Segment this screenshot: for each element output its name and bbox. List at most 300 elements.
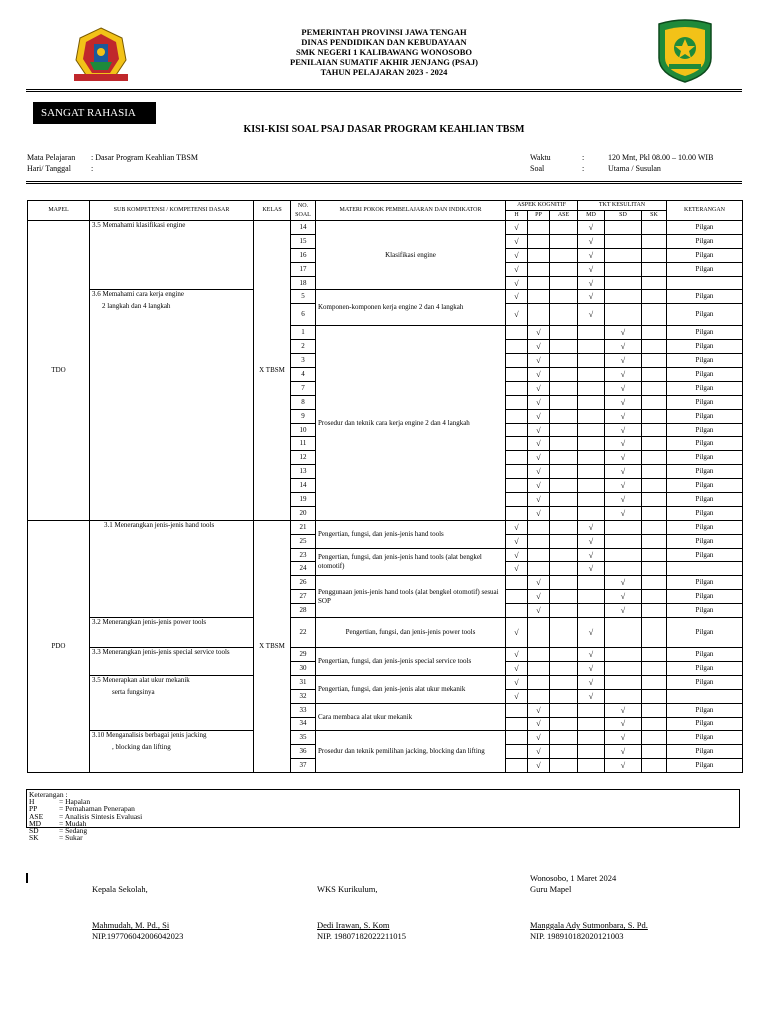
- tkt-md-cell: √: [578, 661, 605, 675]
- tkt-sk-cell: [642, 675, 667, 689]
- keterangan-cell: Pilgan: [667, 576, 743, 590]
- tkt-sk-cell: [642, 731, 667, 745]
- sub-kompetensi-cell: [90, 290, 254, 520]
- aspek-pp-cell: [528, 248, 550, 262]
- tkt-md-cell: √: [578, 534, 605, 548]
- col-tkt: TKT KESULITAN: [578, 201, 667, 211]
- aspek-pp-cell: [528, 548, 550, 562]
- col-sd: SD: [605, 211, 642, 221]
- aspek-pp-cell: [528, 689, 550, 703]
- tkt-sk-cell: [642, 520, 667, 534]
- tkt-sd-cell: [605, 534, 642, 548]
- kepsek-name: Mahmudah, M. Pd., Si: [92, 920, 170, 930]
- tkt-md-cell: [578, 731, 605, 745]
- keterangan-cell: Pilgan: [667, 465, 743, 479]
- no-soal-cell: 9: [291, 409, 316, 423]
- tkt-sd-cell: [605, 234, 642, 248]
- no-soal-cell: 27: [291, 590, 316, 604]
- keterangan-cell: Pilgan: [667, 590, 743, 604]
- tkt-md-cell: √: [578, 618, 605, 648]
- tkt-md-cell: [578, 368, 605, 382]
- tkt-sk-cell: [642, 745, 667, 759]
- tkt-sd-cell: √: [605, 717, 642, 731]
- tkt-sk-cell: [642, 493, 667, 507]
- aspek-ase-cell: [550, 395, 578, 409]
- kisi-kisi-table: [27, 200, 743, 773]
- keterangan-cell: Pilgan: [667, 745, 743, 759]
- no-soal-cell: 30: [291, 661, 316, 675]
- aspek-h-cell: [506, 354, 528, 368]
- aspek-h-cell: [506, 604, 528, 618]
- tkt-sk-cell: [642, 451, 667, 465]
- aspek-pp-cell: [528, 221, 550, 235]
- aspek-h-cell: [506, 731, 528, 745]
- aspek-ase-cell: [550, 618, 578, 648]
- tkt-sd-cell: √: [605, 451, 642, 465]
- guru-name: Manggala Ady Sutmonbara, S. Pd.: [530, 920, 648, 930]
- keterangan-cell: Pilgan: [667, 604, 743, 618]
- col-pp: PP: [528, 211, 550, 221]
- col-h: H: [506, 211, 528, 221]
- tkt-sd-cell: [605, 520, 642, 534]
- tkt-sd-cell: √: [605, 381, 642, 395]
- aspek-ase-cell: [550, 354, 578, 368]
- sub-kompetensi-cell: 3.3 Menerangkan jenis-jenis special service tools: [90, 648, 254, 676]
- legend-item: PP = Pemahaman Penerapan: [29, 804, 135, 814]
- tkt-sk-cell: [642, 304, 667, 326]
- aspek-ase-cell: [550, 276, 578, 290]
- tkt-sk-cell: [642, 717, 667, 731]
- legend-item: H = Hapalan: [29, 797, 91, 807]
- aspek-h-cell: [506, 717, 528, 731]
- tkt-md-cell: [578, 745, 605, 759]
- tkt-md-cell: √: [578, 248, 605, 262]
- keterangan-cell: [667, 689, 743, 703]
- keterangan-cell: Pilgan: [667, 661, 743, 675]
- header-line: PENILAIAN SUMATIF AKHIR JENJANG (PSAJ): [290, 57, 478, 67]
- no-soal-cell: 33: [291, 703, 316, 717]
- aspek-h-cell: [506, 326, 528, 340]
- aspek-ase-cell: [550, 493, 578, 507]
- tkt-sd-cell: [605, 262, 642, 276]
- tkt-sd-cell: [605, 562, 642, 576]
- aspek-pp-cell: [528, 234, 550, 248]
- keterangan-cell: Pilgan: [667, 648, 743, 662]
- tkt-md-cell: [578, 381, 605, 395]
- no-soal-cell: 13: [291, 465, 316, 479]
- aspek-h-cell: √: [506, 304, 528, 326]
- materi-cell: Pengertian, fungsi, dan jenis-jenis special service tools: [316, 648, 506, 676]
- waktu-colon: :: [582, 153, 585, 162]
- aspek-h-cell: √: [506, 618, 528, 648]
- keterangan-cell: Pilgan: [667, 248, 743, 262]
- tkt-sd-cell: √: [605, 590, 642, 604]
- tkt-sd-cell: √: [605, 493, 642, 507]
- sub-kompetensi-cell: 3.2 Menerangkan jenis-jenis power tools: [90, 618, 254, 648]
- no-soal-cell: 8: [291, 395, 316, 409]
- aspek-pp-cell: √: [528, 381, 550, 395]
- aspek-pp-cell: √: [528, 479, 550, 493]
- legend-title: Keterangan :: [29, 790, 68, 799]
- aspek-h-cell: [506, 493, 528, 507]
- tkt-md-cell: [578, 590, 605, 604]
- no-soal-cell: 18: [291, 276, 316, 290]
- header-line: PEMERINTAH PROVINSI JAWA TENGAH: [301, 27, 467, 37]
- aspek-ase-cell: [550, 248, 578, 262]
- aspek-h-cell: [506, 506, 528, 520]
- materi-cell: Pengertian, fungsi, dan jenis-jenis hand tools: [316, 520, 506, 548]
- aspek-pp-cell: √: [528, 759, 550, 773]
- no-soal-cell: 25: [291, 534, 316, 548]
- tkt-md-cell: [578, 604, 605, 618]
- tkt-md-cell: [578, 354, 605, 368]
- aspek-pp-cell: √: [528, 745, 550, 759]
- aspek-h-cell: [506, 340, 528, 354]
- no-soal-cell: 4: [291, 368, 316, 382]
- tkt-md-cell: √: [578, 648, 605, 662]
- keterangan-cell: Pilgan: [667, 354, 743, 368]
- materi-cell: Prosedur dan teknik cara kerja engine 2 dan 4 langkah: [316, 326, 506, 520]
- col-kelas: KELAS: [254, 201, 291, 221]
- table-row: [28, 221, 743, 235]
- tkt-sk-cell: [642, 395, 667, 409]
- sub-kompetensi-line: 3.6 Memahami cara kerja engine: [92, 290, 184, 299]
- keterangan-cell: Pilgan: [667, 451, 743, 465]
- materi-cell: Komponen-komponen kerja engine 2 dan 4 langkah: [316, 290, 506, 326]
- no-soal-cell: 21: [291, 520, 316, 534]
- tkt-sd-cell: √: [605, 604, 642, 618]
- soal-label: Soal: [530, 164, 545, 173]
- no-soal-cell: 36: [291, 745, 316, 759]
- aspek-pp-cell: √: [528, 465, 550, 479]
- tkt-sk-cell: [642, 221, 667, 235]
- tkt-sk-cell: [642, 409, 667, 423]
- confidential-badge: SANGAT RAHASIA: [33, 102, 156, 124]
- aspek-pp-cell: √: [528, 493, 550, 507]
- aspek-ase-cell: [550, 703, 578, 717]
- keterangan-cell: Pilgan: [667, 234, 743, 248]
- tkt-sd-cell: √: [605, 745, 642, 759]
- mapel-label: Mata Pelajaran: [27, 153, 76, 162]
- keterangan-cell: [667, 276, 743, 290]
- no-soal-cell: 26: [291, 576, 316, 590]
- tkt-md-cell: √: [578, 262, 605, 276]
- keterangan-cell: Pilgan: [667, 731, 743, 745]
- aspek-pp-cell: √: [528, 717, 550, 731]
- aspek-h-cell: [506, 590, 528, 604]
- waktu-value: 120 Mnt, Pkl 08.00 – 10.00 WIB: [608, 153, 714, 162]
- aspek-pp-cell: √: [528, 395, 550, 409]
- aspek-pp-cell: [528, 534, 550, 548]
- aspek-ase-cell: [550, 234, 578, 248]
- materi-cell: Prosedur dan teknik pemilihan jacking, blocking dan lifting: [316, 731, 506, 773]
- tkt-md-cell: [578, 493, 605, 507]
- aspek-pp-cell: [528, 661, 550, 675]
- tkt-md-cell: [578, 703, 605, 717]
- aspek-pp-cell: √: [528, 423, 550, 437]
- no-soal-cell: 23: [291, 548, 316, 562]
- no-soal-cell: 32: [291, 689, 316, 703]
- aspek-ase-cell: [550, 326, 578, 340]
- aspek-ase-cell: [550, 465, 578, 479]
- sub-kompetensi-line: 3.10 Menganalisis berbagai jenis jacking: [92, 731, 207, 740]
- tkt-sd-cell: [605, 221, 642, 235]
- tkt-sd-cell: [605, 618, 642, 648]
- sub-kompetensi-line: , blocking dan lifting: [112, 743, 171, 752]
- no-soal-cell: 2: [291, 340, 316, 354]
- aspek-pp-cell: √: [528, 451, 550, 465]
- header-line: SMK NEGERI 1 KALIBAWANG WONOSOBO: [295, 47, 472, 57]
- aspek-h-cell: √: [506, 648, 528, 662]
- soal-value: Utama / Susulan: [608, 164, 661, 173]
- keterangan-cell: Pilgan: [667, 290, 743, 304]
- aspek-h-cell: [506, 368, 528, 382]
- tkt-sk-cell: [642, 759, 667, 773]
- no-soal-cell: 7: [291, 381, 316, 395]
- sub-kompetensi-cell: [90, 675, 254, 731]
- aspek-pp-cell: [528, 675, 550, 689]
- tkt-md-cell: [578, 409, 605, 423]
- tkt-md-cell: [578, 423, 605, 437]
- keterangan-cell: Pilgan: [667, 262, 743, 276]
- materi-cell: Penggunaan jenis-jenis hand tools (alat bengkel otomotif) sesuai SOP: [316, 576, 506, 618]
- tkt-md-cell: √: [578, 689, 605, 703]
- no-soal-cell: 35: [291, 731, 316, 745]
- aspek-pp-cell: [528, 520, 550, 534]
- waktu-label: Waktu: [530, 153, 551, 162]
- aspek-ase-cell: [550, 576, 578, 590]
- tkt-sk-cell: [642, 548, 667, 562]
- sub-kompetensi-cell: [90, 731, 254, 773]
- keterangan-cell: Pilgan: [667, 395, 743, 409]
- meta-rule: [26, 183, 742, 184]
- keterangan-cell: [667, 562, 743, 576]
- aspek-h-cell: [506, 703, 528, 717]
- tkt-md-cell: √: [578, 675, 605, 689]
- tkt-sd-cell: √: [605, 395, 642, 409]
- col-md: MD: [578, 211, 605, 221]
- no-soal-cell: 19: [291, 493, 316, 507]
- no-soal-cell: 11: [291, 437, 316, 451]
- col-materi: MATERI POKOK PEMBELAJARAN DAN INDIKATOR: [316, 201, 506, 221]
- tkt-md-cell: [578, 465, 605, 479]
- no-soal-cell: 3: [291, 354, 316, 368]
- tkt-sk-cell: [642, 381, 667, 395]
- aspek-ase-cell: [550, 562, 578, 576]
- materi-cell: Pengertian, fungsi, dan jenis-jenis power tools: [316, 618, 506, 648]
- sub-kompetensi-cell: 3.5 Memahami klasifikasi engine: [90, 221, 254, 290]
- tkt-md-cell: [578, 340, 605, 354]
- aspek-ase-cell: [550, 381, 578, 395]
- tkt-sk-cell: [642, 423, 667, 437]
- aspek-h-cell: [506, 437, 528, 451]
- col-ase: ASE: [550, 211, 578, 221]
- aspek-pp-cell: √: [528, 437, 550, 451]
- tkt-sk-cell: [642, 262, 667, 276]
- table-row: [28, 675, 743, 689]
- aspek-h-cell: √: [506, 262, 528, 276]
- mapel-value: : Dasar Program Keahlian TBSM: [91, 153, 198, 162]
- tkt-sk-cell: [642, 576, 667, 590]
- tkt-sd-cell: √: [605, 368, 642, 382]
- aspek-h-cell: √: [506, 689, 528, 703]
- keterangan-cell: Pilgan: [667, 409, 743, 423]
- tkt-sk-cell: [642, 648, 667, 662]
- hari-value: :: [91, 164, 94, 173]
- tkt-sk-cell: [642, 506, 667, 520]
- table-row: [28, 648, 743, 662]
- keterangan-cell: Pilgan: [667, 703, 743, 717]
- no-soal-cell: 31: [291, 675, 316, 689]
- aspek-ase-cell: [550, 689, 578, 703]
- aspek-ase-cell: [550, 590, 578, 604]
- mapel-cell: TDO: [28, 221, 90, 521]
- keterangan-cell: Pilgan: [667, 437, 743, 451]
- no-soal-cell: 17: [291, 262, 316, 276]
- keterangan-cell: Pilgan: [667, 493, 743, 507]
- no-soal-cell: 14: [291, 221, 316, 235]
- aspek-h-cell: √: [506, 234, 528, 248]
- sub-kompetensi-line: 2 langkah dan 4 langkah: [102, 302, 171, 311]
- aspek-ase-cell: [550, 604, 578, 618]
- tkt-sd-cell: [605, 689, 642, 703]
- col-ket: KETERANGAN: [667, 201, 743, 221]
- tkt-sd-cell: [605, 661, 642, 675]
- aspek-pp-cell: [528, 276, 550, 290]
- no-soal-cell: 24: [291, 562, 316, 576]
- sub-kompetensi-line: serta fungsinya: [112, 687, 155, 696]
- wks-role: WKS Kurikulum,: [317, 884, 378, 894]
- sub-kompetensi-line: 3.5 Menerapkan alat ukur mekanik: [92, 675, 190, 684]
- aspek-pp-cell: √: [528, 368, 550, 382]
- aspek-pp-cell: √: [528, 354, 550, 368]
- tkt-sd-cell: [605, 290, 642, 304]
- tkt-md-cell: √: [578, 520, 605, 534]
- meta-rule: [26, 181, 742, 182]
- no-soal-cell: 34: [291, 717, 316, 731]
- aspek-h-cell: [506, 409, 528, 423]
- tkt-sk-cell: [642, 562, 667, 576]
- aspek-ase-cell: [550, 675, 578, 689]
- aspek-h-cell: √: [506, 562, 528, 576]
- aspek-pp-cell: √: [528, 604, 550, 618]
- aspek-h-cell: √: [506, 534, 528, 548]
- keterangan-cell: Pilgan: [667, 759, 743, 773]
- guru-nip: NIP. 198910182020121003: [530, 931, 624, 941]
- aspek-pp-cell: [528, 262, 550, 276]
- tkt-sd-cell: √: [605, 479, 642, 493]
- aspek-ase-cell: [550, 437, 578, 451]
- tkt-md-cell: √: [578, 234, 605, 248]
- keterangan-cell: Pilgan: [667, 381, 743, 395]
- legend-item: SD = Sedang: [29, 826, 88, 836]
- aspek-pp-cell: √: [528, 576, 550, 590]
- tkt-md-cell: √: [578, 548, 605, 562]
- aspek-pp-cell: √: [528, 409, 550, 423]
- col-sub: SUB KOMPETENSI / KOMPETENSI DASAR: [90, 201, 254, 221]
- keterangan-cell: Pilgan: [667, 326, 743, 340]
- tkt-sd-cell: √: [605, 703, 642, 717]
- tkt-md-cell: √: [578, 276, 605, 290]
- tkt-sd-cell: √: [605, 423, 642, 437]
- mapel-cell: PDO: [28, 520, 90, 772]
- tkt-md-cell: √: [578, 304, 605, 326]
- no-soal-cell: 37: [291, 759, 316, 773]
- tkt-md-cell: [578, 479, 605, 493]
- keterangan-cell: Pilgan: [667, 221, 743, 235]
- legend-item: SK = Sukar: [29, 833, 83, 843]
- header-line: TAHUN PELAJARAN 2023 - 2024: [320, 67, 448, 77]
- tkt-sd-cell: [605, 304, 642, 326]
- tkt-sk-cell: [642, 479, 667, 493]
- no-soal-cell: 10: [291, 423, 316, 437]
- tkt-md-cell: [578, 395, 605, 409]
- aspek-h-cell: √: [506, 548, 528, 562]
- tkt-sk-cell: [642, 604, 667, 618]
- aspek-pp-cell: [528, 648, 550, 662]
- aspek-ase-cell: [550, 290, 578, 304]
- table-row: [28, 731, 743, 745]
- tkt-sk-cell: [642, 290, 667, 304]
- aspek-pp-cell: √: [528, 703, 550, 717]
- aspek-h-cell: [506, 576, 528, 590]
- aspek-ase-cell: [550, 479, 578, 493]
- keterangan-cell: Pilgan: [667, 423, 743, 437]
- keterangan-cell: Pilgan: [667, 520, 743, 534]
- aspek-h-cell: [506, 745, 528, 759]
- aspek-ase-cell: [550, 368, 578, 382]
- guru-role: Guru Mapel: [530, 884, 572, 894]
- tkt-sd-cell: √: [605, 409, 642, 423]
- keterangan-cell: Pilgan: [667, 368, 743, 382]
- tkt-sd-cell: √: [605, 340, 642, 354]
- tkt-md-cell: [578, 451, 605, 465]
- table-row: [28, 290, 743, 304]
- aspek-ase-cell: [550, 340, 578, 354]
- materi-cell: Pengertian, fungsi, dan jenis-jenis hand tools (alat bengkel otomotif): [316, 548, 506, 576]
- aspek-ase-cell: [550, 548, 578, 562]
- tkt-sk-cell: [642, 618, 667, 648]
- tkt-sd-cell: √: [605, 465, 642, 479]
- aspek-h-cell: [506, 759, 528, 773]
- header-line: DINAS PENDIDIKAN DAN KEBUDAYAAN: [301, 37, 467, 47]
- no-soal-cell: 14: [291, 479, 316, 493]
- legend-box: [26, 789, 740, 843]
- col-aspek: ASPEK KOGNITIF: [506, 201, 578, 211]
- tkt-sk-cell: [642, 276, 667, 290]
- legend-item: ASE = Analisis Sintesis Evaluasi: [29, 811, 143, 821]
- aspek-ase-cell: [550, 520, 578, 534]
- aspek-pp-cell: √: [528, 731, 550, 745]
- tkt-md-cell: [578, 717, 605, 731]
- keterangan-cell: Pilgan: [667, 534, 743, 548]
- cursor-mark: [26, 873, 28, 883]
- materi-cell: Pengertian, fungsi, dan jenis-jenis alat ukur mekanik: [316, 675, 506, 703]
- aspek-h-cell: √: [506, 221, 528, 235]
- kepsek-nip: NIP.197706042006042023: [92, 931, 184, 941]
- tkt-sk-cell: [642, 590, 667, 604]
- aspek-h-cell: √: [506, 276, 528, 290]
- tkt-sk-cell: [642, 661, 667, 675]
- tkt-sd-cell: [605, 548, 642, 562]
- tkt-sk-cell: [642, 703, 667, 717]
- keterangan-cell: Pilgan: [667, 304, 743, 326]
- keterangan-cell: Pilgan: [667, 506, 743, 520]
- institution-header: [0, 27, 768, 77]
- tkt-md-cell: √: [578, 290, 605, 304]
- aspek-h-cell: [506, 395, 528, 409]
- tkt-sd-cell: √: [605, 354, 642, 368]
